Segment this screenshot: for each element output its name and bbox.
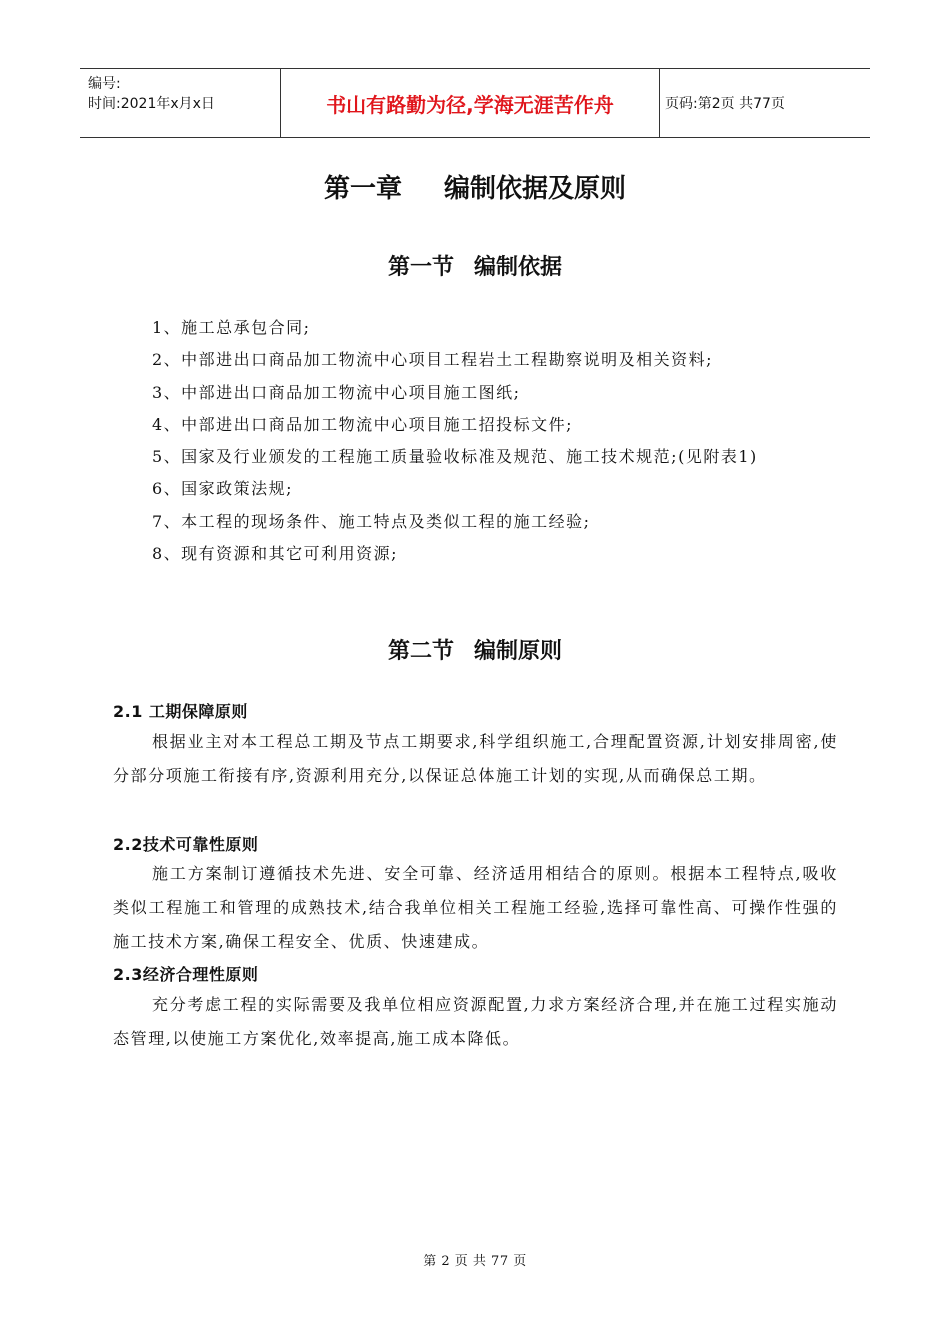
chapter-number: 第一章 [323,174,402,204]
subheading-2-2: 2.2技术可靠性原则 [113,835,259,854]
section-1-number: 第一节 [387,255,454,280]
list-item: 2、中部进出口商品加工物流中心项目工程岩土工程勘察说明及相关资料; [152,350,714,370]
header-page-info: 页码:第2页 共77页 [665,96,785,112]
list-item: 8、现有资源和其它可利用资源; [152,544,399,564]
subheading-2-1: 2.1 工期保障原则 [113,702,248,721]
page-footer: 第 2 页 共 77 页 [423,1254,527,1269]
section-2-title: 编制原则 [474,639,563,664]
basis-list [113,312,843,570]
list-item: 1、施工总承包合同; [152,318,311,337]
document-time-label: 时间:2021年x月x日 [88,96,215,112]
chapter-title: 编制依据及原则 [444,174,627,204]
list-item: 7、本工程的现场条件、施工特点及类似工程的施工经验; [152,511,591,531]
subheading-2-3: 2.3经济合理性原则 [113,965,259,984]
section-2-number: 第二节 [387,639,454,664]
list-item: 5、国家及行业颁发的工程施工质量验收标准及规范、施工技术规范;(见附表1) [152,447,758,467]
page-header [80,68,870,138]
list-item: 6、国家政策法规; [152,479,294,499]
header-left-cell [80,69,281,137]
paragraph-2-2: 施工方案制订遵循技术先进、安全可靠、经济适用相结合的原则。根据本工程特点,吸收类似工程施工和管理的成熟技术,结合我单位相关工程施工经验,选择可靠性高、可操作性强的施工技术方案,确保工程安全、优质、快速建成。 [113,864,838,951]
chapter-heading [0,168,950,205]
document-number-label: 编号: [88,76,121,92]
paragraph-2-1: 根据业主对本工程总工期及节点工期要求,科学组织施工,合理配置资源,计划安排周密,使分部分项施工衔接有序,资源利用充分,以保证总体施工计划的实现,从而确保总工期。 [113,732,838,785]
header-motto: 书山有路勤为径,学海无涯苦作舟 [281,69,660,137]
section-1-title: 编制依据 [474,255,563,280]
section-2-heading [0,634,950,665]
list-item: 3、中部进出口商品加工物流中心项目施工图纸; [152,382,521,402]
paragraph-2-3: 充分考虑工程的实际需要及我单位相应资源配置,力求方案经济合理,并在施工过程实施动态管理,以使施工方案优化,效率提高,施工成本降低。 [113,995,838,1048]
section-1-heading [0,250,950,281]
list-item: 4、中部进出口商品加工物流中心项目施工招投标文件; [152,414,574,434]
